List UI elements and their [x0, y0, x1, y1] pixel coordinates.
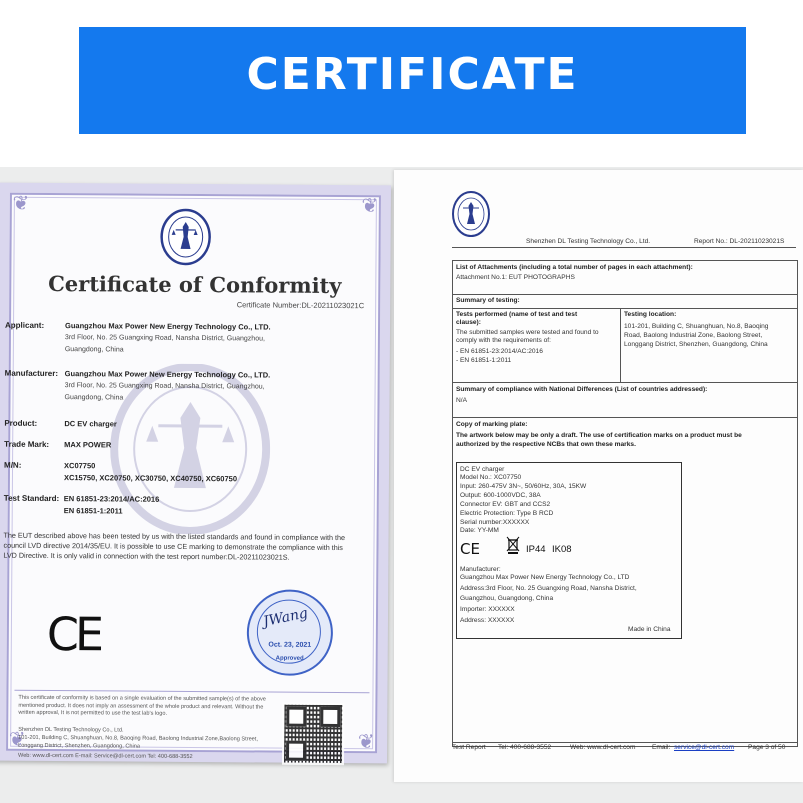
report-number: Report No.: DL-20211023021S	[694, 238, 785, 245]
plate-line: Serial number:XXXXXX	[460, 519, 530, 526]
test-standard-value: EN 61851-1:2011	[63, 506, 123, 516]
footer-address: Longgang District, Shenzhen, Guangdong, China	[18, 742, 141, 750]
approval-stamp	[247, 589, 334, 676]
banner-title: CERTIFICATE	[246, 49, 579, 100]
footer-test-report: Test Report	[452, 744, 486, 751]
corner-ornament-icon: ❦	[361, 195, 379, 218]
plate-line: Connector EV: GBT and CCS2	[460, 501, 551, 508]
testing-location: 101-201, Building C, Shuanghuan, No.8, Baoqing	[624, 323, 769, 330]
applicant-label: Applicant:	[4, 320, 45, 330]
footer-web: Web: www.dl-cert.com E-mail: Service@dl-cert.com Tel: 400-688-3552	[18, 752, 193, 761]
signature-icon: JWang	[261, 605, 310, 631]
attachments-title: List of Attachments (including a total number of pages in each attachment):	[456, 264, 693, 271]
attachment-item: Attachment No.1: EUT PHOTOGRAPHS	[456, 274, 575, 281]
footer-email-label: Email:	[652, 744, 671, 751]
product-value: DC EV charger	[64, 419, 117, 429]
footer-address: 101-201, Building C, Shuanghuan, No.8, Baoqing Road, Baolong Industrial Zone,Baolong Street,	[18, 734, 258, 743]
standard-item: - EN 61851-23:2014/AC:2016	[456, 348, 543, 355]
report-header-company: Shenzhen DL Testing Technology Co., Ltd.	[526, 238, 651, 245]
testing-location: Longgang District, Shenzhen, Guangdong, China	[624, 341, 768, 348]
summary-testing-title: Summary of testing:	[456, 297, 520, 304]
plate-line: Model No.: XC07750	[460, 474, 522, 481]
model-value: XC07750	[64, 461, 96, 471]
plate-manufacturer-address: Guangzhou, Guangdong, China	[460, 595, 554, 602]
test-standard-value: EN 61851-23:2014/AC:2016	[63, 494, 160, 504]
plate-importer: Importer: XXXXXX	[460, 606, 515, 613]
national-differences-title: Summary of compliance with National Differences (List of countries addressed):	[456, 386, 708, 393]
manufacturer-name: Guangzhou Max Power New Energy Technology Co., LTD.	[64, 369, 271, 380]
ip-rating: IP44	[526, 544, 546, 555]
testing-location: Road, Baolong Industrial Zone, Baolong Street,	[624, 332, 763, 339]
model-variants: XC15750, XC20750, XC30750, XC40750, XC60750	[63, 473, 238, 484]
tests-performed-title: clause):	[456, 319, 481, 326]
manufacturer-label: Manufacturer:	[4, 368, 59, 379]
plate-line: Electric Protection: Type B RCD	[460, 510, 554, 517]
certificate-of-conformity	[0, 183, 391, 764]
applicant-address: 3rd Floor, No. 25 Guangxing Road, Nansha District, Guangzhou,	[64, 334, 265, 343]
weee-bin-icon	[506, 536, 520, 554]
footer-page-number: Page 3 of 50	[748, 744, 786, 751]
manufacturer-address: 3rd Floor, No. 25 Guangxing Road, Nansha District, Guangzhou,	[64, 382, 265, 391]
standard-item: - EN 61851-1:2011	[456, 357, 512, 364]
certificate-title: Certificate of Conformity	[48, 270, 342, 299]
plate-made-in: Made in China	[628, 626, 671, 633]
footer-tel: Tel: 400-688-3552	[498, 744, 552, 751]
plate-line: Input: 260-475V 3N~, 50/60Hz, 30A, 15KW	[460, 483, 587, 490]
tests-performed-body: The submitted samples were tested and found to	[456, 329, 599, 336]
test-standard-label: Test Standard:	[3, 493, 60, 504]
national-differences-value: N/A	[456, 397, 467, 404]
stamp-approved: Approved	[275, 655, 304, 662]
footer-disclaimer: This certificate of conformity is based on a single evaluation of the submitted sample(s) of the above mentioned product. It does not imply an assessment of the whole product and relevant. Without the written approval, It is not permitted to use the test lab's logo.	[18, 694, 266, 717]
footer-web: Web: www.dl-cert.com	[570, 744, 636, 751]
certificate-number: Certificate Number:DL-20211023021C	[236, 300, 365, 311]
lab-seal-logo-icon	[159, 208, 211, 266]
product-label: Product:	[4, 418, 38, 428]
corner-ornament-icon: ❦	[12, 192, 30, 215]
plate-ce-mark-icon: CE	[460, 540, 480, 558]
marking-note: The artwork below may be only a draft. The use of certification marks on a product must be	[456, 432, 742, 439]
test-report-page	[394, 170, 803, 782]
manufacturer-address: Guangdong, China	[64, 394, 124, 402]
tests-performed-body: comply with the requirements of:	[456, 337, 551, 344]
footer-email-link[interactable]: service@dl-cert.com	[674, 744, 735, 751]
corner-ornament-icon: ❦	[8, 728, 26, 751]
footer-company: Shenzhen DL Testing Technology Co., Ltd.	[18, 726, 124, 734]
testing-location-title: Testing location:	[624, 311, 677, 318]
stamp-date: Oct. 23, 2021	[268, 641, 312, 649]
plate-manufacturer-label: Manufacturer:	[460, 566, 501, 573]
plate-address: Address: XXXXXX	[460, 617, 515, 624]
compliance-statement: The EUT described above has been tested by us with the listed standards and found in compliance with the council LVD directive 2014/35/EU. It is possible to use CE marking to demonstrate the compliance with this LVD Directive. It is only valid in connection with the test report number:DL-20211023021S.	[3, 530, 346, 562]
lab-seal-logo-icon	[451, 190, 491, 238]
marking-note: authorized by the respective NCBs that own these marks.	[456, 441, 636, 448]
certificate-banner	[79, 27, 746, 134]
plate-line: DC EV charger	[460, 466, 505, 473]
tests-performed-title: Tests performed (name of test and test	[456, 311, 578, 318]
marking-plate-title: Copy of marking plate:	[456, 421, 528, 428]
plate-manufacturer-name: Guangzhou Max Power New Energy Technology Co., LTD	[460, 574, 630, 581]
applicant-address: Guangdong, China	[64, 346, 124, 354]
trade-mark-value: MAX POWER	[64, 440, 112, 450]
model-label: M/N:	[4, 460, 22, 470]
plate-manufacturer-address: Address:3rd Floor, No. 25 Guangxing Road, Nansha District,	[460, 585, 637, 592]
plate-line: Output: 600-1000VDC, 38A	[460, 492, 541, 499]
ce-mark-icon: CE	[46, 606, 101, 662]
plate-line: Date: YY-MM	[460, 527, 499, 534]
qr-code-icon	[282, 703, 344, 765]
trade-mark-label: Trade Mark:	[4, 439, 50, 449]
corner-ornament-icon: ❦	[357, 731, 375, 754]
ik-rating: IK08	[552, 544, 572, 555]
applicant-name: Guangzhou Max Power New Energy Technology Co., LTD.	[64, 321, 271, 332]
certificate-frame	[3, 192, 381, 761]
